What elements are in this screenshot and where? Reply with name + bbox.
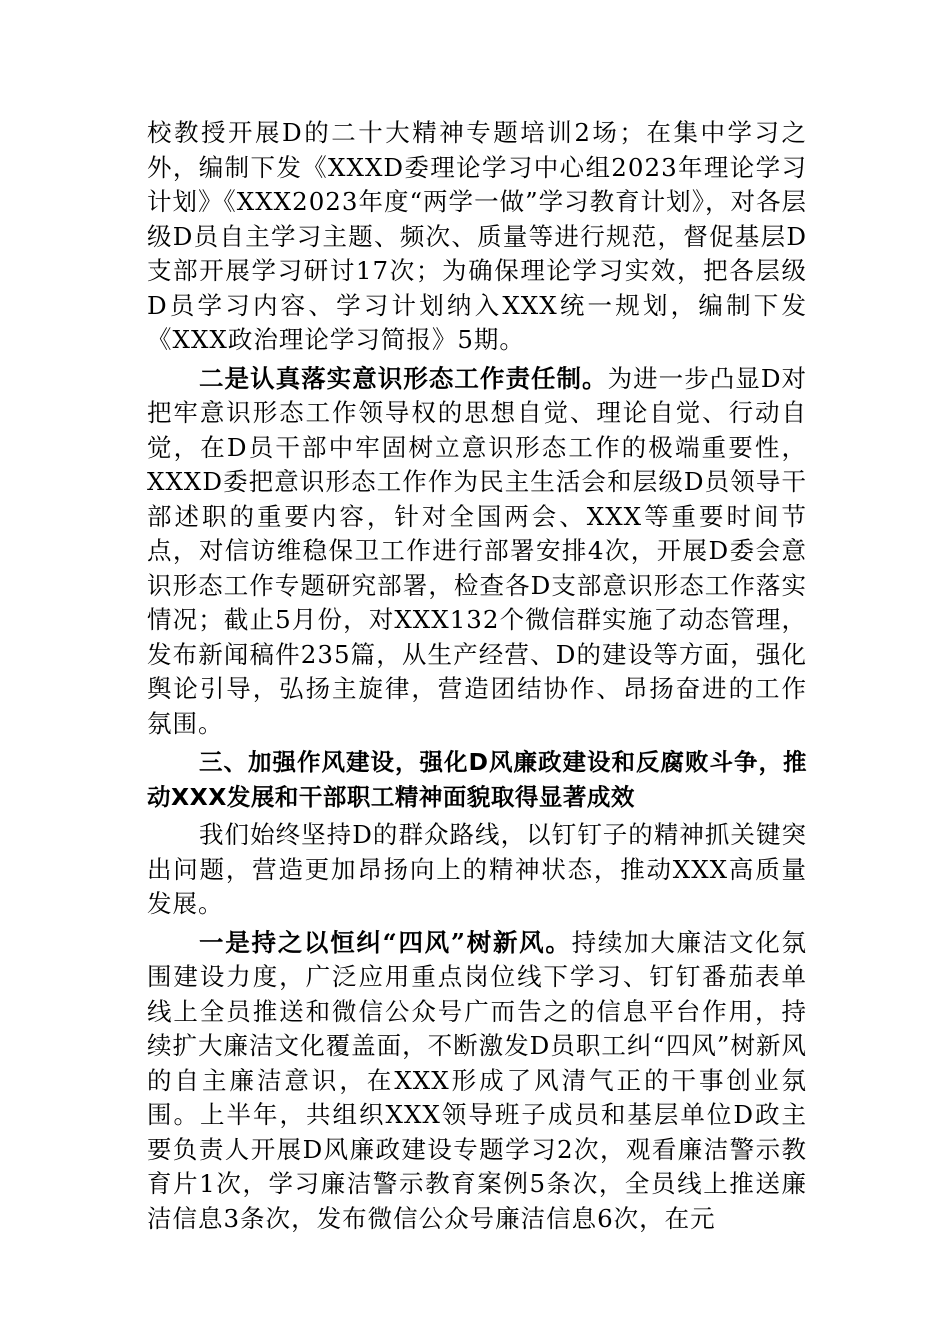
paragraph-four-winds: [147, 926, 807, 1237]
paragraph-ideology: [147, 362, 807, 742]
paragraph-lead: 二是认真落实意识形态工作责任制。: [199, 363, 608, 393]
paragraph-body: 为进一步凸显D对把牢意识形态工作领导权的思想自觉、理论自觉、行动自觉，在D员干部中牢固树立意识形态工作的极端重要性，XXXD委把意识形态工作作为民主生活会和层级D员领导干部述职的重要内容，针对全国两会、XXX等重要时间节点，对信访维稳保卫工作进行部署安排4次，开展D委会意识形态工作专题研究部署，检查各D支部意识形态工作落实情况；截止5月份，对XXX132个微信群实施了动态管理，发布新闻稿件235篇，从生产经营、D的建设等方面，强化舆论引导，弘扬主旋律，营造团结协作、昂扬奋进的工作氛围。: [147, 363, 807, 738]
section-heading: 三、加强作风建设，强化D风廉政建设和反腐败斗争，推动XXX发展和干部职工精神面貌取得显著成效: [147, 748, 807, 811]
paragraph-intro: 我们始终坚持D的群众路线，以钉钉子的精神抓关键突出问题，营造更加昂扬向上的精神状态，推动XXX高质量发展。: [147, 820, 807, 918]
paragraph-continuation: 校教授开展D的二十大精神专题培训2场；在集中学习之外，编制下发《XXXD委理论学习中心组2023年理论学习计划》《XXX2023年度“两学一做”学习教育计划》，对各层级D员自主学习主题、频次、质量等进行规范，督促基层D支部开展学习研讨17次；为确保理论学习实效，把各层级D员学习内容、学习计划纳入XXX统一规划，编制下发《XXX政治理论学习简报》5期。: [147, 118, 807, 354]
paragraph-body: 持续加大廉洁文化氛围建设力度，广泛应用重点岗位线下学习、钉钉番茄表单线上全员推送和微信公众号广而告之的信息平台作用，持续扩大廉洁文化覆盖面，不断激发D员职工纠“四风”树新风的自主廉洁意识，在XXX形成了风清气正的干事创业氛围。上半年，共组织XXX领导班子成员和基层单位D政主要负责人开展D风廉政建设专题学习2次，观看廉洁警示教育片1次，学习廉洁警示教育案例5条次，全员线上推送廉洁信息3条次，发布微信公众号廉洁信息6次，在元: [147, 927, 808, 1233]
paragraph-lead: 一是持之以恒纠“四风”树新风。: [199, 927, 572, 957]
document-body: [147, 116, 807, 1240]
